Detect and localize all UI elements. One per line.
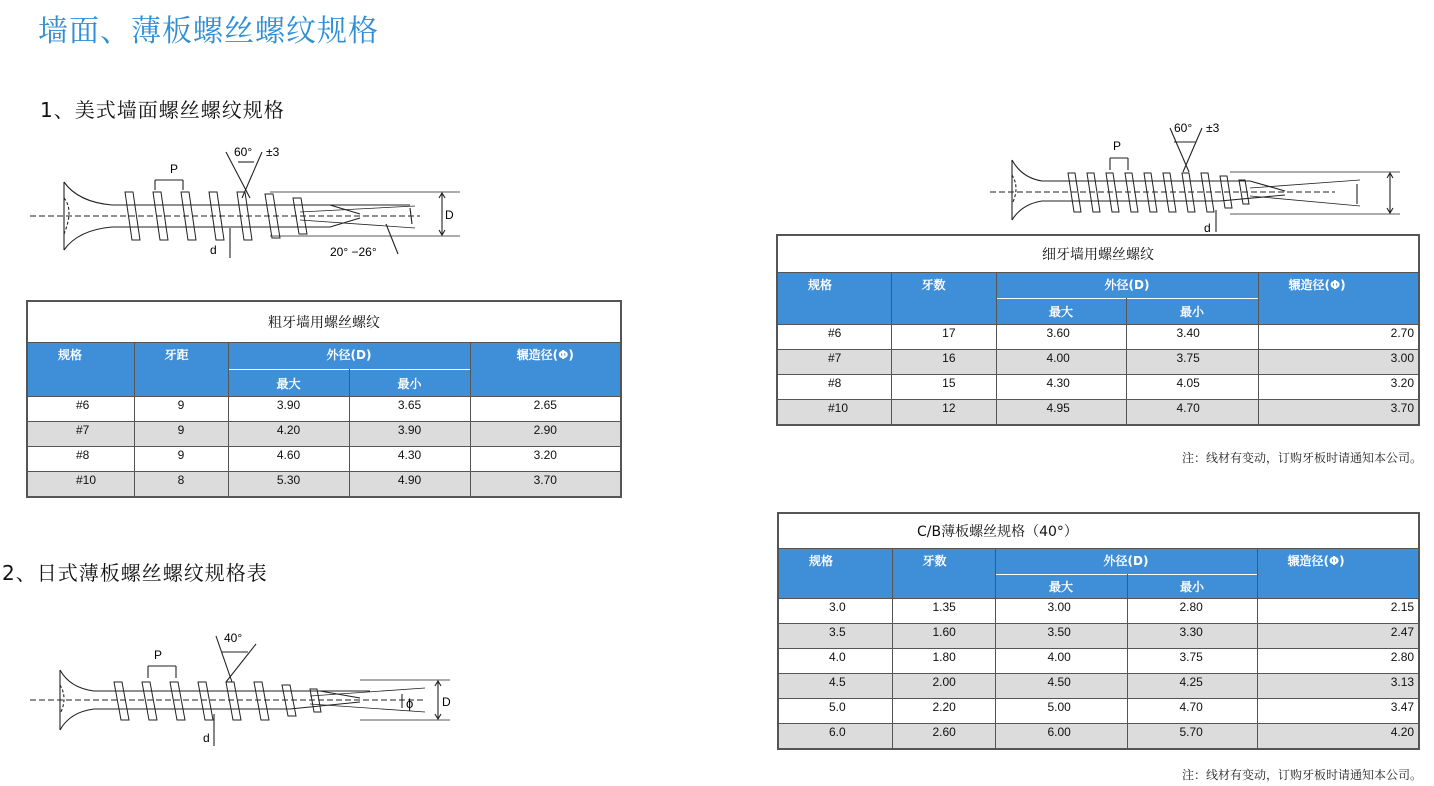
page-title: 墙面、薄板螺丝螺纹规格 [38, 14, 379, 49]
table-cell: 16 [891, 350, 996, 375]
section1-title: 1、美式墙面螺丝螺纹规格 [40, 98, 285, 122]
table-cell: 3.40 [1126, 325, 1258, 350]
table-cell: 1.60 [892, 624, 995, 649]
drywall-screw-diagram-coarse [30, 140, 470, 270]
table-cell: 3.75 [1126, 350, 1258, 375]
col-threads: 牙数 [891, 273, 996, 325]
major-diameter-label: D [442, 695, 451, 709]
col-spec: 规格 [27, 343, 134, 397]
cb-plate-screw-table [777, 512, 1420, 750]
thin-plate-screw-diagram [30, 630, 460, 750]
table-cell: 3.70 [1258, 400, 1419, 426]
table-cell: 9 [134, 447, 228, 472]
table-cell: 9 [134, 422, 228, 447]
table-cell: 4.20 [228, 422, 349, 447]
table-row [27, 472, 621, 498]
col-threads: 牙数 [892, 549, 995, 599]
thread-angle-label: 60° [234, 145, 253, 159]
table-cell: 4.30 [349, 447, 470, 472]
table-cell: 2.00 [892, 674, 995, 699]
table-cell: 1.80 [892, 649, 995, 674]
col-rolling-diameter: 辗造径(Φ) [1258, 273, 1419, 325]
col-outer-diameter: 外径(D) [996, 273, 1258, 299]
table-cell: 3.90 [349, 422, 470, 447]
table-cell: #6 [777, 325, 891, 350]
table-cell: 4.95 [996, 400, 1126, 426]
table-cell: #7 [777, 350, 891, 375]
pitch-label: P [154, 648, 163, 662]
table-row [777, 325, 1419, 350]
table-cell: #8 [27, 447, 134, 472]
table-cell: 4.90 [349, 472, 470, 498]
table-cell: 3.5 [778, 624, 892, 649]
table-row [778, 674, 1419, 699]
table-cell: 4.25 [1127, 674, 1257, 699]
table-cell: 4.00 [996, 350, 1126, 375]
tip-angle-label: 20° −26° [330, 245, 377, 259]
major-diameter-label: D [445, 208, 454, 222]
table-caption: 粗牙墙用螺丝螺纹 [27, 301, 621, 343]
table-row [778, 724, 1419, 750]
table-cell: 5.70 [1127, 724, 1257, 750]
minor-diameter-label: d [210, 243, 217, 257]
table-cell: 8 [134, 472, 228, 498]
table-row [778, 624, 1419, 649]
table-row [778, 649, 1419, 674]
table-cell: 2.20 [892, 699, 995, 724]
drywall-screw-diagram-fine [990, 120, 1410, 235]
table-cell: 3.20 [470, 447, 621, 472]
table-cell: 3.0 [778, 599, 892, 624]
table-cell: 3.90 [228, 397, 349, 422]
table-cell: 9 [134, 397, 228, 422]
table-cell: #7 [27, 422, 134, 447]
table-cell: 3.70 [470, 472, 621, 498]
table-cell: 4.20 [1257, 724, 1419, 750]
fine-thread-table [776, 234, 1420, 426]
col-rolling-diameter: 辗造径(Φ) [470, 343, 621, 397]
table-cell: 2.70 [1258, 325, 1419, 350]
rolling-diameter-symbol: ϕ [406, 696, 414, 711]
section2-title: 2、日式薄板螺丝螺纹规格表 [2, 561, 268, 585]
table-cell: 3.50 [995, 624, 1127, 649]
col-outer-diameter: 外径(D) [995, 549, 1257, 575]
table-caption: 细牙墙用螺丝螺纹 [777, 235, 1419, 273]
table-cell: 6.0 [778, 724, 892, 750]
table-cell: 4.05 [1126, 375, 1258, 400]
angle-tolerance-label: ±3 [1206, 121, 1220, 135]
pitch-label: P [1113, 139, 1122, 153]
table-cell: 3.13 [1257, 674, 1419, 699]
angle-tolerance-label: ±3 [266, 145, 280, 159]
table-cell: 4.50 [995, 674, 1127, 699]
table-cell: 2.80 [1127, 599, 1257, 624]
supplier-note: 注：线材有变动，订购牙板时请通知本公司。 [1181, 451, 1422, 465]
table-cell: 4.70 [1127, 699, 1257, 724]
table-cell: 2.80 [1257, 649, 1419, 674]
col-pitch: 牙距 [134, 343, 228, 397]
col-min: 最小 [1127, 575, 1257, 599]
table-cell: 15 [891, 375, 996, 400]
table-cell: 2.15 [1257, 599, 1419, 624]
table-row [27, 397, 621, 422]
table-row [778, 699, 1419, 724]
table-row [27, 422, 621, 447]
table-cell: 3.20 [1258, 375, 1419, 400]
supplier-note: 注：线材有变动，订购牙板时请通知本公司。 [1181, 768, 1422, 782]
table-row [777, 400, 1419, 426]
table-cell: 1.35 [892, 599, 995, 624]
table-cell: 3.30 [1127, 624, 1257, 649]
coarse-thread-table [26, 300, 622, 498]
table-cell: #6 [27, 397, 134, 422]
table-row [777, 350, 1419, 375]
table-cell: 5.30 [228, 472, 349, 498]
table-cell: 2.90 [470, 422, 621, 447]
table-row [27, 447, 621, 472]
table-caption: C/B薄板螺丝规格（40°） [778, 513, 1419, 549]
table-cell: 3.00 [1258, 350, 1419, 375]
table-cell: #10 [27, 472, 134, 498]
pitch-label: P [170, 162, 179, 176]
table-cell: 4.30 [996, 375, 1126, 400]
table-cell: 4.70 [1126, 400, 1258, 426]
table-cell: 3.60 [996, 325, 1126, 350]
minor-diameter-label: d [1204, 221, 1211, 235]
table-cell: 6.00 [995, 724, 1127, 750]
table-cell: 3.47 [1257, 699, 1419, 724]
table-cell: 5.00 [995, 699, 1127, 724]
col-max: 最大 [995, 575, 1127, 599]
table-cell: 3.00 [995, 599, 1127, 624]
table-cell: 3.65 [349, 397, 470, 422]
col-min: 最小 [349, 370, 470, 397]
col-spec: 规格 [777, 273, 891, 325]
col-rolling-diameter: 辗造径(Φ) [1257, 549, 1419, 599]
col-outer-diameter: 外径(D) [228, 343, 470, 370]
minor-diameter-label: d [203, 731, 210, 745]
table-cell: 2.60 [892, 724, 995, 750]
table-cell: 2.65 [470, 397, 621, 422]
col-max: 最大 [996, 299, 1126, 325]
thread-angle-label: 40° [224, 631, 243, 645]
table-cell: 5.0 [778, 699, 892, 724]
table-cell: 4.5 [778, 674, 892, 699]
table-cell: 2.47 [1257, 624, 1419, 649]
table-cell: #8 [777, 375, 891, 400]
table-row [777, 375, 1419, 400]
col-min: 最小 [1126, 299, 1258, 325]
table-cell: 12 [891, 400, 996, 426]
col-max: 最大 [228, 370, 349, 397]
table-cell: 17 [891, 325, 996, 350]
thread-angle-label: 60° [1174, 121, 1193, 135]
table-cell: 4.00 [995, 649, 1127, 674]
table-cell: 4.0 [778, 649, 892, 674]
table-cell: 3.75 [1127, 649, 1257, 674]
table-row [778, 599, 1419, 624]
table-cell: #10 [777, 400, 891, 426]
table-cell: 4.60 [228, 447, 349, 472]
col-spec: 规格 [778, 549, 892, 599]
